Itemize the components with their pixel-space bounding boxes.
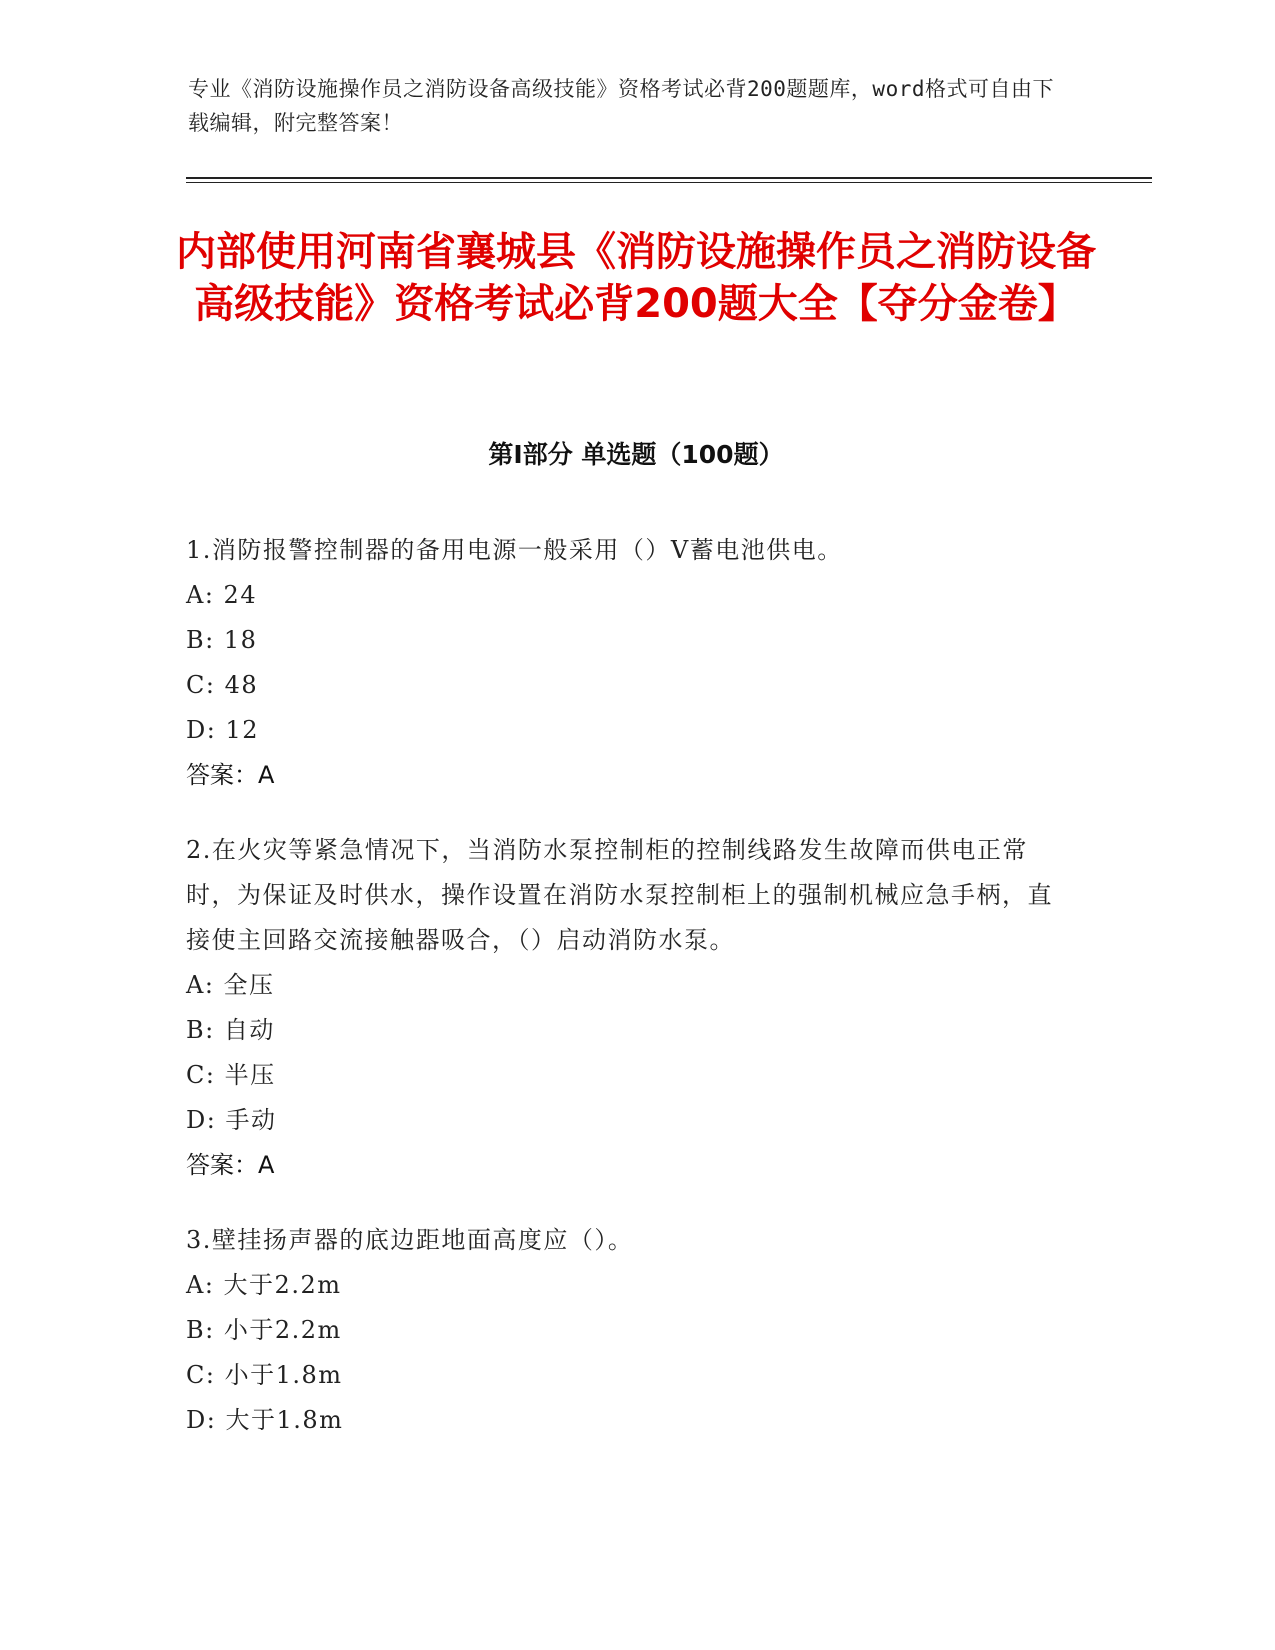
question-2 (186, 828, 1066, 1188)
header-note: 专业《消防设施操作员之消防设备高级技能》资格考试必背200题题库，word格式可自由下载编辑，附完整答案！ (188, 77, 1054, 135)
question-list (186, 528, 1066, 1473)
question-text: 2.在火灾等紧急情况下，当消防水泵控制柜的控制线路发生故障而供电正常时，为保证及时供水，操作设置在消防水泵控制柜上的强制机械应急手柄，直接使主回路交流接触器吸合，（）启动消防水泵。 (186, 836, 1053, 954)
question-text: 1.消防报警控制器的备用电源一般采用（）V蓄电池供电。 (186, 536, 843, 564)
option-d: D: 12 (186, 716, 259, 744)
option-c: C: 小于1.8m (186, 1361, 343, 1389)
option-c: C: 48 (186, 671, 259, 699)
option-b: B: 小于2.2m (186, 1316, 342, 1344)
question-1 (186, 528, 1066, 798)
header-divider-thick (186, 177, 1152, 179)
answer: 答案：A (186, 1151, 275, 1179)
option-a: A: 大于2.2m (186, 1271, 342, 1299)
header-divider-thin (186, 182, 1152, 183)
option-b: B: 18 (186, 626, 258, 654)
question-3 (186, 1218, 1066, 1443)
option-b: B: 自动 (186, 1016, 275, 1044)
option-a: A: 24 (186, 581, 258, 609)
option-d: D: 大于1.8m (186, 1406, 344, 1434)
section-title: 第I部分 单选题（100题） (488, 440, 784, 469)
option-c: C: 半压 (186, 1061, 276, 1089)
option-a: A: 全压 (186, 971, 275, 999)
option-d: D: 手动 (186, 1106, 277, 1134)
document-title: 内部使用河南省襄城县《消防设施操作员之消防设备高级技能》资格考试必背200题大全【夺分金卷】 (176, 229, 1096, 327)
question-text: 3.壁挂扬声器的底边距地面高度应（）。 (186, 1226, 634, 1254)
answer: 答案：A (186, 761, 275, 789)
